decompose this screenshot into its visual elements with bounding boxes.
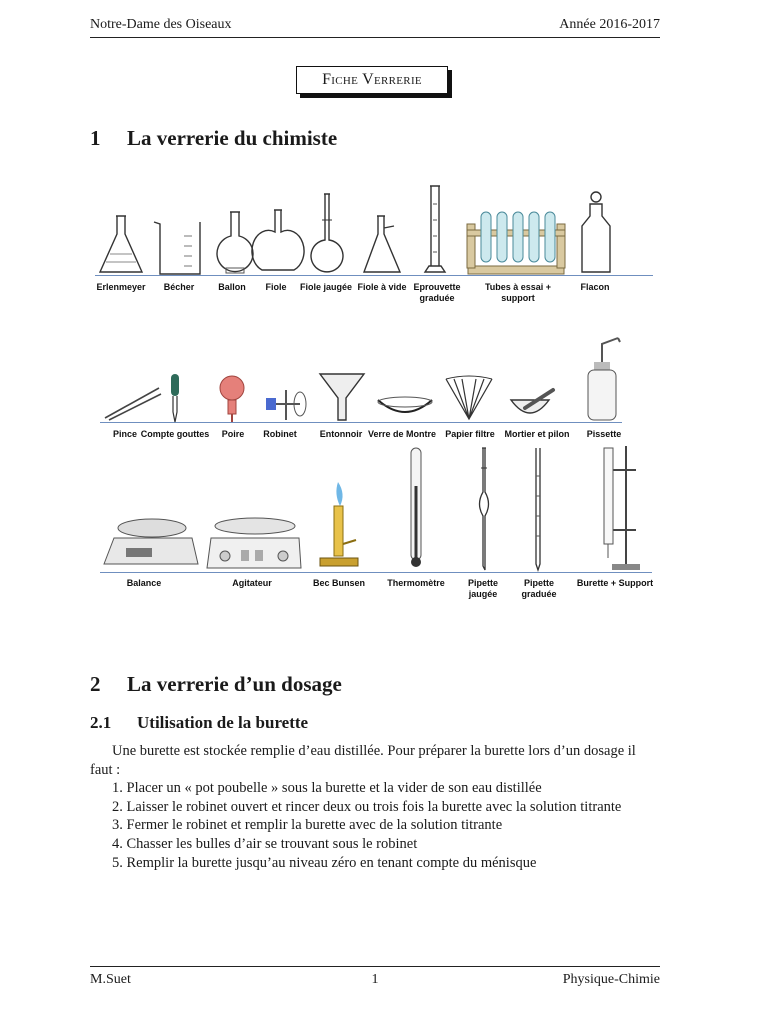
step-1: 1. Placer un « pot poubelle » sous la burette et la vider de son eau distillée [112,780,542,797]
becher-icon [152,218,206,276]
fiole-a-vide-icon [360,214,404,276]
label-erlenmeyer: Erlenmeyer [96,282,146,292]
section-1-title: La verrerie du chimiste [127,126,338,150]
ballon-icon [213,210,257,276]
subsection-2-1-heading [90,713,308,733]
step-5: 5. Remplir la burette jusqu’au niveau zéro en tenant compte du ménisque [112,854,537,871]
section-2-title: La verrerie d’un dosage [127,672,342,696]
label-thermometre: Thermomètre [387,578,445,588]
label-burette-support: Burette + Support [576,578,654,588]
flacon-icon [578,190,614,276]
pipette-graduee-icon [530,446,546,572]
label-tubes-support: Tubes à essai + support [484,282,552,303]
burette-support-icon [592,444,642,572]
label-pince: Pince [112,429,137,439]
pipette-jaugee-icon [474,446,494,572]
papier-filtre-icon [444,375,494,423]
fiole-jaugee-icon [307,192,347,276]
subsection-title: Utilisation de la burette [137,713,309,732]
label-bec-bunsen: Bec Bunsen [312,578,365,588]
step-4: 4. Chasser les bulles d’air se trouvant sous le robinet [112,835,418,852]
pince-icon [103,384,163,424]
entonnoir-icon [318,368,366,424]
thermometre-icon [406,446,426,572]
intro-paragraph: Une burette est stockée remplie d’eau distillée. Pour préparer la burette lors d’un dosage il faut : [90,743,636,778]
label-pipette-graduee: Pipette graduée [521,578,557,599]
label-agitateur: Agitateur [232,578,272,588]
bec-bunsen-icon [316,478,362,572]
shelf-row-3 [100,572,652,573]
section-2-heading [90,672,342,697]
section-2-number: 2 [90,672,101,696]
subsection-number: 2.1 [90,713,112,732]
label-poire: Poire [221,429,245,439]
pissette-icon [582,334,622,422]
label-eprouvette-graduee: Eprouvette graduée [413,282,461,303]
footer-author: M.Suet [90,972,131,987]
label-fiole: Fiole [265,282,287,292]
footer-subject: Physique-Chimie [562,972,660,987]
poire-icon [218,372,246,424]
erlenmeyer-icon [96,212,146,276]
robinet-icon [260,386,308,424]
page-number: 1 [371,972,379,987]
label-fiole-jaugee: Fiole jaugée [299,282,352,292]
label-papier-filtre: Papier filtre [445,429,495,439]
verre-de-montre-icon [376,394,434,420]
label-entonnoir: Entonnoir [319,429,363,439]
tubes-support-icon [465,208,567,276]
step-3: 3. Fermer le robinet et remplir la burette avec de la solution titrante [112,817,503,834]
page-footer [90,966,660,993]
eprouvette-graduee-icon [421,184,451,276]
mortier-pilon-icon [505,388,555,422]
agitateur-icon [205,516,303,572]
step-2: 2. Laisser le robinet ouvert et rincer deux ou trois fois la burette avec la solution titrante [112,798,622,815]
fiole-icon [258,208,298,276]
balance-icon [100,514,200,572]
label-pipette-jaugee: Pipette jaugée [467,578,498,599]
label-balance: Balance [126,578,162,588]
label-flacon: Flacon [580,282,610,292]
label-robinet: Robinet [263,429,297,439]
label-mortier-pilon: Mortier et pilon [504,429,570,439]
label-ballon: Ballon [218,282,246,292]
label-becher: Bécher [163,282,195,292]
label-compte-gouttes: Compte gouttes [140,429,210,439]
compte-gouttes-icon [168,372,182,424]
label-pissette: Pissette [586,429,622,439]
header-year: Année 2016-2017 [559,17,660,32]
burette-instructions [90,742,660,872]
label-fiole-a-vide: Fiole à vide [357,282,407,292]
header-school: Notre-Dame des Oiseaux [90,17,232,32]
label-verre-de-montre: Verre de Montre [367,429,437,439]
section-1-number: 1 [90,126,101,150]
document-title: Fiche Verrerie [296,66,448,94]
